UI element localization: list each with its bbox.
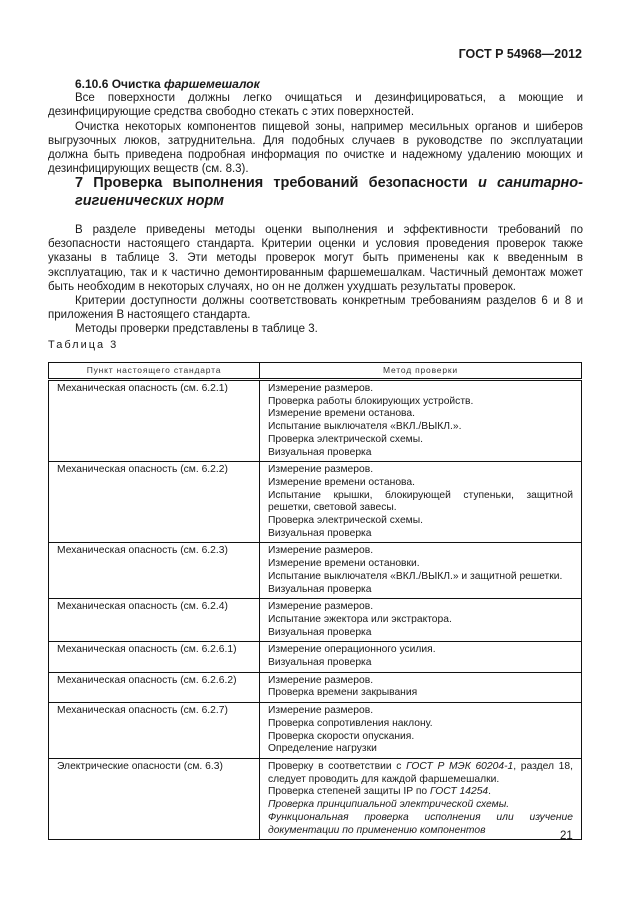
section-heading	[48, 174, 583, 210]
table-row	[49, 599, 582, 642]
section-title-italic: и санитарно-гигиенических норм	[75, 175, 583, 209]
method-line	[268, 761, 573, 786]
standard-reference: ГОСТ 14254	[430, 786, 489, 798]
table-row	[49, 380, 582, 462]
page-number: 21	[560, 830, 573, 842]
subsection-number: 6.10.6	[75, 77, 109, 91]
clause-cell: Механическая опасность (см. 6.2.4)	[49, 599, 260, 642]
method-line: Визуальная проверка	[268, 626, 372, 638]
method-cell	[260, 543, 582, 599]
method-line: Испытание выключателя «ВКЛ./ВЫКЛ.».	[268, 421, 462, 433]
method-line: Определение нагрузки	[268, 743, 377, 755]
method-cell	[260, 462, 582, 543]
method-line: Измерение размеров.	[268, 601, 374, 613]
table-header-row	[49, 363, 582, 380]
table-row	[49, 672, 582, 702]
method-line: Измерение размеров.	[268, 383, 374, 394]
method-line	[268, 786, 573, 799]
method-cell	[260, 642, 582, 672]
clause-cell: Механическая опасность (см. 6.2.3)	[49, 543, 260, 599]
table-row	[49, 642, 582, 672]
subsection-title-plain: Очистка	[111, 77, 161, 91]
paragraph: В разделе приведены методы оценки выполнения и эффективности требований по безопасности настоящего стандарта. Критерии оценки и условия проведения проверок также указаны в таблице 3. Эти методы проверок могут быть применены как к введенным в эксплуатацию, так и к частично демонтированным фаршемешалкам. Частичный демонтаж может быть необходим в некоторых случаях, но он не должен ухудшать результаты проверок.	[48, 224, 583, 293]
method-line: Измерение времени остановки.	[268, 558, 420, 570]
subsection-heading	[48, 77, 583, 91]
method-cell	[260, 758, 582, 839]
method-line: Измерение размеров.	[268, 545, 374, 557]
verification-methods-table	[48, 362, 582, 840]
method-line: Измерение размеров.	[268, 705, 374, 717]
method-line: Измерение размеров.	[268, 674, 374, 686]
method-cell	[260, 703, 582, 759]
document-code: ГОСТ Р 54968—2012	[458, 47, 582, 61]
method-text: Проверку в соответствии с	[268, 760, 407, 772]
section-7	[48, 174, 583, 337]
table-row	[49, 543, 582, 599]
method-cell	[260, 672, 582, 702]
method-cell	[260, 599, 582, 642]
method-line: Испытание эжектора или экстрактора.	[268, 613, 452, 625]
method-line: Проверка скорости опускания.	[268, 730, 415, 742]
method-line: Визуальная проверка	[268, 657, 372, 669]
clause-cell: Механическая опасность (см. 6.2.6.1)	[49, 642, 260, 672]
method-line: Проверка принципиальной электрической схемы.	[268, 799, 510, 811]
method-line: Испытание крышки, блокирующей ступеньки, защитной решетки, световой завесы.	[268, 489, 573, 514]
subsection-title-italic: фаршемешалок	[163, 77, 260, 91]
paragraph: Все поверхности должны легко очищаться и дезинфицироваться, а моющие и дезинфицирующие средства свободно стекать с этих поверхностей.	[48, 92, 583, 119]
method-line: Проверка электрической схемы.	[268, 515, 424, 527]
standard-reference: ГОСТ Р МЭК 60204-1	[406, 760, 514, 772]
table-caption: Таблица 3	[48, 339, 119, 351]
section-6-10-6	[48, 77, 583, 176]
method-line: Измерение операционного усилия.	[268, 644, 436, 656]
paragraph: Методы проверки представлены в таблице 3.	[75, 323, 318, 336]
column-header-method: Метод проверки	[260, 363, 582, 380]
clause-cell: Электрические опасности (см. 6.3)	[49, 758, 260, 839]
section-title-plain: 7 Проверка выполнения требований безопасности	[75, 175, 468, 191]
clause-cell: Механическая опасность (см. 6.2.1)	[49, 380, 260, 462]
table-row	[49, 462, 582, 543]
paragraph: Очистка некоторых компонентов пищевой зоны, например месильных органов и шиберов выгрузочных люков, затруднительна. Для подобных случаев в руководстве по эксплуатации должна быть приведена подробная информация по очистке и надежному удалению моющих и дезинфицирующих веществ (см. 8.3).	[48, 120, 583, 176]
method-line: Проверка сопротивления наклону.	[268, 717, 433, 729]
column-header-clause: Пункт настоящего стандарта	[49, 363, 260, 380]
clause-cell: Механическая опасность (см. 6.2.7)	[49, 703, 260, 759]
method-text: , раздел 18, следует проводить для каждой фаршемешалки.	[268, 760, 573, 785]
table-row	[49, 703, 582, 759]
paragraph: Критерии доступности должны соответствовать конкретным требованиям разделов 6 и 8 и приложения В настоящего стандарта.	[48, 295, 583, 322]
method-line: Измерение времени останова.	[268, 476, 415, 488]
method-text: .	[488, 786, 492, 798]
method-cell	[260, 380, 582, 462]
method-text: Проверка степеней защиты IP по	[268, 786, 430, 798]
method-line: Проверка электрической схемы.	[268, 433, 424, 445]
method-line: Испытание выключателя «ВКЛ./ВЫКЛ.» и защитной решетки.	[268, 570, 563, 582]
method-line: Функциональная проверка исполнения или изучение документации по применению компонентов	[268, 811, 573, 836]
method-line: Проверка работы блокирующих устройств.	[268, 395, 474, 407]
table-row	[49, 758, 582, 839]
method-line: Измерение времени останова.	[268, 408, 415, 420]
method-line: Проверка времени закрывания	[268, 687, 418, 699]
method-line: Визуальная проверка	[268, 583, 372, 595]
method-line: Визуальная проверка	[268, 527, 372, 539]
clause-cell: Механическая опасность (см. 6.2.6.2)	[49, 672, 260, 702]
clause-cell: Механическая опасность (см. 6.2.2)	[49, 462, 260, 543]
method-line: Измерение размеров.	[268, 464, 374, 476]
method-line: Визуальная проверка	[268, 446, 372, 458]
